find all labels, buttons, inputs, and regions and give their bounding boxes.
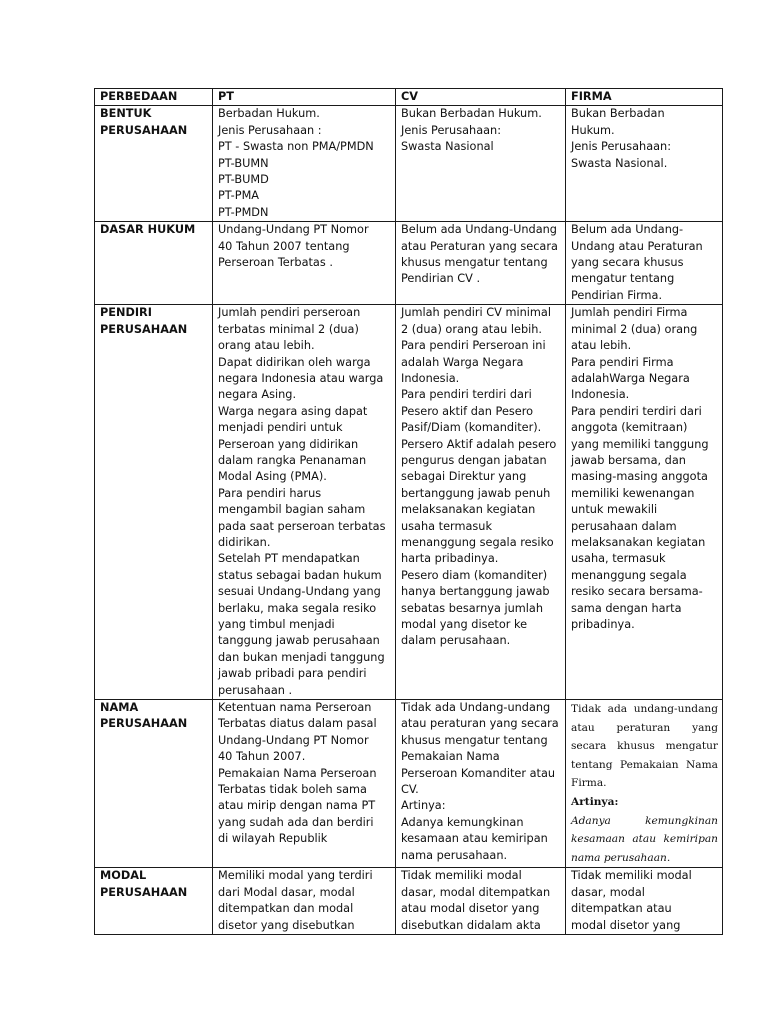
cell-line: jawab bersama, dan xyxy=(571,453,686,467)
cell-line: PERUSAHAAN xyxy=(100,322,188,336)
cell-line: PT-PMDN xyxy=(218,205,269,219)
table-row-nama xyxy=(95,700,723,868)
cell-line: adalahWarga Negara xyxy=(571,371,690,385)
cell-line: berlaku, maka segala resiko xyxy=(218,601,377,615)
cell-line: Bukan Berbadan Hukum. xyxy=(401,107,542,121)
cell-line: jawab pribadi para pendiri xyxy=(218,667,367,681)
cell-line: pengurus dengan jabatan xyxy=(401,453,547,467)
cell-line: Jumlah pendiri CV minimal xyxy=(401,306,551,320)
table-row-bentuk xyxy=(95,106,723,222)
cell-pt xyxy=(213,305,396,700)
cell-line: terbatas minimal 2 (dua) xyxy=(218,322,359,336)
cell-line: Indonesia. xyxy=(571,388,630,402)
header-pt: PT xyxy=(213,89,396,106)
cell-line: Ketentuan nama Perseroan xyxy=(218,701,372,715)
cell-line: yang memiliki tanggung xyxy=(571,437,709,451)
cell-line: Belum ada Undang- xyxy=(571,223,684,237)
cell-firma xyxy=(566,106,723,222)
cell-firma xyxy=(566,868,723,935)
cell-line: Para pendiri terdiri dari xyxy=(571,404,702,418)
cell-line: Artinya: xyxy=(401,799,446,813)
cell-line: Jenis Perusahaan : xyxy=(218,123,322,137)
header-firma: FIRMA xyxy=(566,89,723,106)
cell-line: Perseroan Komanditer atau xyxy=(401,766,556,780)
cell-line: Berbadan Hukum. xyxy=(218,107,320,121)
cell-line: Pesero diam (komanditer) xyxy=(401,568,548,582)
firma-nama-label: Artinya: xyxy=(571,796,619,808)
cell-line: Undang-Undang PT Nomor xyxy=(218,223,369,237)
cell-line: Undang-Undang PT Nomor xyxy=(218,733,369,747)
cell-firma xyxy=(566,222,723,305)
table-row-modal xyxy=(95,868,723,935)
cell-line: mengambil bagian saham xyxy=(218,503,366,517)
cell-line: 40 Tahun 2007 tentang xyxy=(218,239,350,253)
cell-line: Terbatas tidak boleh sama xyxy=(218,783,367,797)
cell-line: dalam rangka Penanaman xyxy=(218,453,367,467)
cell-line: yang timbul menjadi xyxy=(218,618,335,631)
firma-nama-italic: Adanya kemungkinan kesamaan atau kemiripan nama perusahaan. xyxy=(571,814,718,864)
cell-line: ditempatkan atau xyxy=(571,902,672,916)
cell-line: orang atau lebih. xyxy=(218,339,315,353)
cell-line: Pemakaian Nama Perseroan xyxy=(218,766,377,780)
cell-line: modal disetor yang xyxy=(571,918,681,932)
cell-line: disebutkan didalam akta xyxy=(401,918,541,932)
cell-line: memiliki kewenangan xyxy=(571,486,695,500)
cell-line: di wilayah Republik xyxy=(218,832,328,846)
cell-line: Swasta Nasional. xyxy=(571,156,668,170)
cell-line: negara Asing. xyxy=(218,388,297,402)
cell-line: anggota (kemitraan) xyxy=(571,421,688,435)
cell-pt xyxy=(213,106,396,222)
cell-line: minimal 2 (dua) orang xyxy=(571,322,698,336)
row-label xyxy=(95,222,213,305)
table-row-dasar-hukum xyxy=(95,222,723,305)
cell-line: Para pendiri Firma xyxy=(571,355,674,369)
cell-line: DASAR HUKUM xyxy=(100,223,196,237)
cell-line: pada saat perseroan terbatas xyxy=(218,519,386,533)
cell-pt xyxy=(213,222,396,305)
cell-line: PT-BUMN xyxy=(218,156,269,170)
cell-firma xyxy=(566,305,723,700)
cell-line: Jumlah pendiri perseroan xyxy=(218,306,361,320)
cell-line: sesuai Undang-Undang yang xyxy=(218,585,381,599)
cell-line: nama perusahaan. xyxy=(401,848,508,862)
cell-line: bertanggung jawab penuh xyxy=(401,486,551,500)
cell-line: dan bukan menjadi tanggung xyxy=(218,650,385,664)
cell-line: harta pribadinya. xyxy=(401,552,499,566)
cell-line: Setelah PT mendapatkan xyxy=(218,552,360,566)
cell-line: Modal Asing (PMA). xyxy=(218,470,327,484)
cell-line: melaksanakan kegiatan xyxy=(401,503,536,517)
cell-line: sama dengan harta xyxy=(571,601,682,615)
cell-line: mengatur tentang xyxy=(571,272,675,286)
row-label xyxy=(95,305,213,700)
cell-line: negara Indonesia atau warga xyxy=(218,371,384,385)
cell-line: Pemakaian Nama xyxy=(401,750,500,764)
cell-line: perusahaan dalam xyxy=(571,519,677,533)
cell-line: menanggung segala xyxy=(571,568,687,582)
cell-line: Pesero aktif dan Pesero xyxy=(401,404,534,418)
cell-line: Para pendiri harus xyxy=(218,486,322,500)
cell-line: PT-PMA xyxy=(218,189,260,203)
cell-line: Jenis Perusahaan: xyxy=(401,123,502,137)
cell-line: dalam perusahaan. xyxy=(401,634,511,648)
cell-line: dasar, modal ditempatkan xyxy=(401,885,551,899)
cell-line: resiko secara bersama- xyxy=(571,585,703,599)
cell-line: Memiliki modal yang terdiri xyxy=(218,869,373,883)
cell-line: melaksanakan kegiatan xyxy=(571,535,706,549)
cell-line: atau peraturan yang secara xyxy=(401,717,559,731)
cell-line: Persero Aktif adalah pesero xyxy=(401,437,557,451)
row-label xyxy=(95,106,213,222)
cell-line: PT-BUMD xyxy=(218,173,269,187)
cell-line: 40 Tahun 2007. xyxy=(218,750,306,764)
cell-line: 2 (dua) orang atau lebih. xyxy=(401,322,543,336)
cell-line: Terbatas diatus dalam pasal xyxy=(218,717,377,731)
cell-line: khusus mengatur tentang xyxy=(401,733,548,747)
cell-line: tanggung jawab perusahaan xyxy=(218,634,380,648)
cell-line: CV. xyxy=(401,783,419,797)
cell-line: Undang atau Peraturan xyxy=(571,239,703,253)
cell-line: atau lebih. xyxy=(571,339,632,353)
cell-line: Jenis Perusahaan: xyxy=(571,140,672,154)
cell-line: Dapat didirikan oleh warga xyxy=(218,355,371,369)
cell-pt xyxy=(213,868,396,935)
cell-cv xyxy=(396,305,566,700)
cell-cv xyxy=(396,106,566,222)
cell-line: sebagai Direktur yang xyxy=(401,470,527,484)
cell-line: Swasta Nasional xyxy=(401,140,494,154)
cell-line: usaha termasuk xyxy=(401,519,492,533)
cell-line: PT - Swasta non PMA/PMDN xyxy=(218,140,374,154)
comparison-table xyxy=(94,88,723,935)
cell-line: Warga negara asing dapat xyxy=(218,404,368,418)
cell-line: NAMA xyxy=(100,701,139,715)
cell-line: Jumlah pendiri Firma xyxy=(571,306,688,320)
cell-line: Tidak ada Undang-undang xyxy=(401,701,551,715)
cell-line: Pendirian Firma. xyxy=(571,288,663,302)
cell-line: MODAL xyxy=(100,869,147,883)
cell-line: didirikan. xyxy=(218,535,271,549)
cell-line: Pendirian CV . xyxy=(401,272,481,286)
cell-line: Tidak memiliki modal xyxy=(571,869,692,883)
cell-line: Pasif/Diam (komanditer). xyxy=(401,421,542,435)
cell-line: masing-masing anggota xyxy=(571,470,708,484)
cell-line: kesamaan atau kemiripan xyxy=(401,832,548,846)
cell-line: PERUSAHAAN xyxy=(100,717,188,731)
header-perbedaan: PERBEDAAN xyxy=(95,89,213,106)
cell-line: adalah Warga Negara xyxy=(401,355,524,369)
cell-line: pribadinya. xyxy=(571,618,635,631)
cell-line: Para pendiri Perseroan ini xyxy=(401,339,546,353)
cell-line: PERUSAHAAN xyxy=(100,885,188,899)
cell-line: PENDIRI xyxy=(100,306,152,320)
cell-line: menjadi pendiri untuk xyxy=(218,421,343,435)
row-label xyxy=(95,700,213,868)
table-header-row xyxy=(95,89,723,106)
cell-line: disetor yang disebutkan xyxy=(218,918,355,932)
cell-line: untuk mewakili xyxy=(571,503,658,517)
cell-line: usaha, termasuk xyxy=(571,552,666,566)
header-cv: CV xyxy=(396,89,566,106)
cell-line: perusahaan . xyxy=(218,683,293,697)
cell-line: Belum ada Undang-Undang xyxy=(401,223,557,237)
cell-line: status sebagai badan hukum xyxy=(218,568,382,582)
cell-line: modal yang disetor ke xyxy=(401,618,528,631)
cell-line: Perseroan Terbatas . xyxy=(218,256,333,270)
cell-line: Para pendiri terdiri dari xyxy=(401,388,532,402)
cell-line: atau mirip dengan nama PT xyxy=(218,799,376,813)
cell-cv xyxy=(396,222,566,305)
cell-line: khusus mengatur tentang xyxy=(401,256,548,270)
cell-line: atau modal disetor yang xyxy=(401,902,540,916)
firma-nama-text: Tidak ada undang-undang atau peraturan yang secara khusus mengatur tentang Pemakaian Nama Firma. xyxy=(571,703,718,790)
cell-line: dasar, modal xyxy=(571,885,645,899)
cell-line: dari Modal dasar, modal xyxy=(218,885,355,899)
cell-firma xyxy=(566,700,723,868)
cell-line: Tidak memiliki modal xyxy=(401,869,522,883)
cell-line: sebatas besarnya jumlah xyxy=(401,601,544,615)
table-row-pendiri xyxy=(95,305,723,700)
cell-pt xyxy=(213,700,396,868)
cell-line: Bukan Berbadan xyxy=(571,107,665,121)
cell-line: atau Peraturan yang secara xyxy=(401,239,558,253)
cell-line: Perseroan yang didirikan xyxy=(218,437,359,451)
cell-line: Indonesia. xyxy=(401,371,460,385)
cell-cv xyxy=(396,868,566,935)
cell-line: BENTUK xyxy=(100,107,152,121)
cell-line: hanya bertanggung jawab xyxy=(401,585,550,599)
cell-line: yang sudah ada dan berdiri xyxy=(218,815,374,829)
cell-line: menanggung segala resiko xyxy=(401,535,554,549)
cell-line: yang secara khusus xyxy=(571,256,684,270)
cell-line: Adanya kemungkinan xyxy=(401,815,524,829)
row-label xyxy=(95,868,213,935)
cell-line: Hukum. xyxy=(571,123,615,137)
cell-line: ditempatkan dan modal xyxy=(218,902,354,916)
cell-line: PERUSAHAAN xyxy=(100,123,188,137)
cell-cv xyxy=(396,700,566,868)
